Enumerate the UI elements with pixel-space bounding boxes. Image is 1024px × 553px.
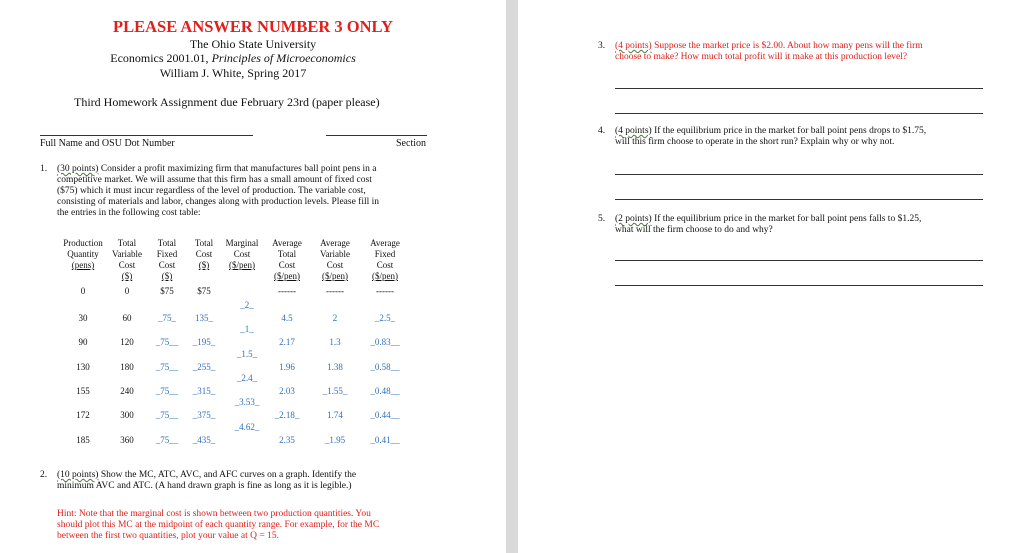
- header-total-fixed-cost: Total Fixed Cost ($): [156, 238, 178, 281]
- marginal-cost-value: _1_: [240, 324, 254, 335]
- cell-quantity: 155: [76, 385, 90, 396]
- cell-average-variable-cost: 1.74: [327, 410, 343, 421]
- cell-quantity: 90: [78, 337, 88, 348]
- row0-tc: $75: [197, 286, 211, 296]
- marginal-cost-value: _1.5_: [236, 348, 258, 359]
- section-line: [326, 135, 427, 136]
- marginal-cost-value: _2.4_: [236, 372, 258, 383]
- cell-total-cost: 135_: [195, 313, 213, 323]
- cell-quantity: 185: [76, 434, 90, 445]
- q3-line1: Suppose the market price is $2.00. About how many pens will the firm: [651, 41, 923, 51]
- cell-total-cost: _255_: [192, 361, 216, 372]
- cell-quantity: 130: [76, 361, 90, 372]
- q5-line2: what will the firm choose to do and why?: [615, 225, 773, 235]
- cell-quantity: 30: [78, 313, 88, 323]
- cell-average-total-cost: 2.17: [279, 337, 295, 348]
- marginal-cost-value: _2_: [240, 300, 254, 310]
- cell-average-variable-cost: _1.55_: [322, 385, 348, 396]
- question-5: [615, 214, 1015, 236]
- cell-total-fixed-cost: _75__: [155, 434, 179, 445]
- banner: PLEASE ANSWER NUMBER 3 ONLY: [113, 17, 393, 36]
- cell-average-total-cost: 2.03: [279, 385, 295, 396]
- q5-number: 5.: [598, 214, 606, 224]
- header-total-cost: Total Cost ($): [194, 238, 214, 270]
- q4-answer-line-2[interactable]: [615, 199, 983, 200]
- cell-total-cost: _375_: [192, 410, 216, 421]
- hint-text: [57, 509, 497, 542]
- header-total-variable-cost: Total Variable Cost ($): [112, 238, 142, 281]
- cell-average-fixed-cost: _0.83__: [370, 337, 400, 348]
- q1-points: (30 points): [57, 164, 99, 174]
- row0-tfc: $75: [160, 286, 174, 296]
- q1-line4: consisting of materials and labor, changes along with production levels. Please fill in: [57, 197, 380, 207]
- course-title: Principles of Microeconomics: [211, 51, 356, 65]
- cell-average-variable-cost: _1.95: [324, 434, 346, 445]
- q1-line5: the entries in the following cost table:: [57, 208, 201, 218]
- cell-total-fixed-cost: _75__: [155, 337, 179, 348]
- cell-total-variable-cost: 300: [120, 410, 134, 421]
- header-marginal-cost: Marginal Cost ($/pen): [225, 238, 259, 270]
- hint-line2: should plot this MC at the midpoint of each quantity range. For example, for the MC: [57, 520, 380, 530]
- cell-total-fixed-cost: _75__: [155, 385, 179, 396]
- cell-average-total-cost: 4.5: [281, 313, 293, 323]
- q4-line2: will this firm choose to operate in the short run? Explain why or why not.: [615, 137, 895, 147]
- row0-quantity: 0: [80, 286, 86, 296]
- right-page: [518, 0, 1024, 553]
- cell-average-total-cost: _2.18_: [274, 410, 300, 421]
- question-3: [615, 41, 1015, 63]
- cell-average-variable-cost: 1.38: [327, 361, 343, 372]
- left-page: [0, 0, 506, 553]
- cell-average-fixed-cost: _0.58__: [370, 361, 400, 372]
- cell-total-variable-cost: 60: [122, 313, 132, 323]
- cell-total-variable-cost: 120: [120, 337, 134, 348]
- header-average-total-cost: Average Total Cost ($/pen): [272, 238, 302, 281]
- q4-number: 4.: [598, 126, 606, 136]
- q4-answer-line-1[interactable]: [615, 174, 983, 175]
- q4-line1: If the equilibrium price in the market for ball point pens drops to $1.75,: [651, 126, 927, 136]
- cell-average-total-cost: 2.35: [279, 434, 295, 445]
- q5-answer-line-2[interactable]: [615, 285, 983, 286]
- hint-line3: between the first two quantities, plot your value at Q = 15.: [57, 531, 279, 541]
- row0-tvc: 0: [124, 286, 130, 296]
- cell-average-variable-cost: 1.3: [329, 337, 341, 348]
- section-label: Section: [396, 138, 426, 149]
- cell-total-variable-cost: 360: [120, 434, 134, 445]
- q5-line1: If the equilibrium price in the market for ball point pens falls to $1.25,: [651, 214, 922, 224]
- university: The Ohio State University: [189, 37, 317, 51]
- q2-line1: Show the MC, ATC, AVC, and AFC curves on a graph. Identify the: [98, 470, 357, 480]
- q5-answer-line-1[interactable]: [615, 260, 983, 261]
- cell-total-cost: _435_: [192, 434, 216, 445]
- cell-quantity: 172: [76, 410, 90, 421]
- q3-number: 3.: [598, 41, 606, 51]
- instructor: William J. White, Spring 2017: [159, 66, 307, 80]
- cell-average-variable-cost: 2: [332, 313, 338, 323]
- assignment-title: Third Homework Assignment due February 23rd (paper please): [74, 95, 380, 109]
- hint-line1: Hint: Note that the marginal cost is shown between two production quantities. You: [57, 509, 371, 519]
- name-line: [40, 135, 253, 136]
- cell-total-fixed-cost: _75_: [158, 313, 176, 323]
- q2-number: 2.: [40, 470, 48, 480]
- q3-line2: choose to make? How much total profit will it make at this production level?: [615, 52, 908, 62]
- marginal-cost-value: _4.62_: [234, 421, 260, 432]
- cell-average-fixed-cost: _0.48__: [370, 385, 400, 396]
- header-quantity: Production Quantity (pens): [63, 238, 103, 270]
- question-4: [615, 126, 1015, 148]
- q2-points: (10 points): [57, 470, 99, 480]
- cell-average-fixed-cost: _2.5_: [374, 313, 396, 323]
- cell-average-total-cost: 1.96: [279, 361, 295, 372]
- course-line: [0, 51, 466, 66]
- header-average-fixed-cost: Average Fixed Cost ($/pen): [370, 238, 400, 281]
- q4-points: (4 points): [615, 126, 652, 136]
- q1-line3: ($75) which it must incur regardless of the level of production. The variable cost,: [57, 186, 366, 196]
- q1-line1: Consider a profit maximizing firm that manufactures ball point pens in a: [98, 164, 377, 174]
- cell-average-fixed-cost: _0.41__: [370, 434, 400, 445]
- name-label: Full Name and OSU Dot Number: [40, 138, 175, 149]
- cell-total-variable-cost: 240: [120, 385, 134, 396]
- question-2: [57, 470, 497, 492]
- q1-number: 1.: [40, 164, 48, 174]
- cell-total-variable-cost: 180: [120, 361, 134, 372]
- cell-total-fixed-cost: _75__: [155, 361, 179, 372]
- marginal-cost-value: _3.53_: [234, 397, 260, 408]
- q3-answer-line-2[interactable]: [615, 113, 983, 114]
- q1-line2: competitive market. We will assume that this firm has a small amount of fixed cost: [57, 175, 372, 185]
- question-1: [57, 164, 497, 219]
- q3-answer-line-1[interactable]: [615, 88, 983, 89]
- course-prefix: Economics 2001.01,: [110, 51, 212, 65]
- row0-afc: ------: [376, 286, 394, 296]
- header-average-variable-cost: Average Variable Cost ($/pen): [320, 238, 350, 281]
- cell-total-fixed-cost: _75__: [155, 410, 179, 421]
- q3-points: (4 points): [615, 41, 652, 51]
- cell-total-cost: _315_: [192, 385, 216, 396]
- row0-avc: ------: [326, 286, 344, 296]
- row0-atc: ------: [278, 286, 296, 296]
- q5-points: (2 points): [615, 214, 652, 224]
- q2-line2: minimum AVC and ATC. (A hand drawn graph is fine as long as it is legible.): [57, 481, 352, 491]
- cell-average-fixed-cost: _0.44__: [370, 410, 400, 421]
- cell-total-cost: _195_: [192, 337, 216, 348]
